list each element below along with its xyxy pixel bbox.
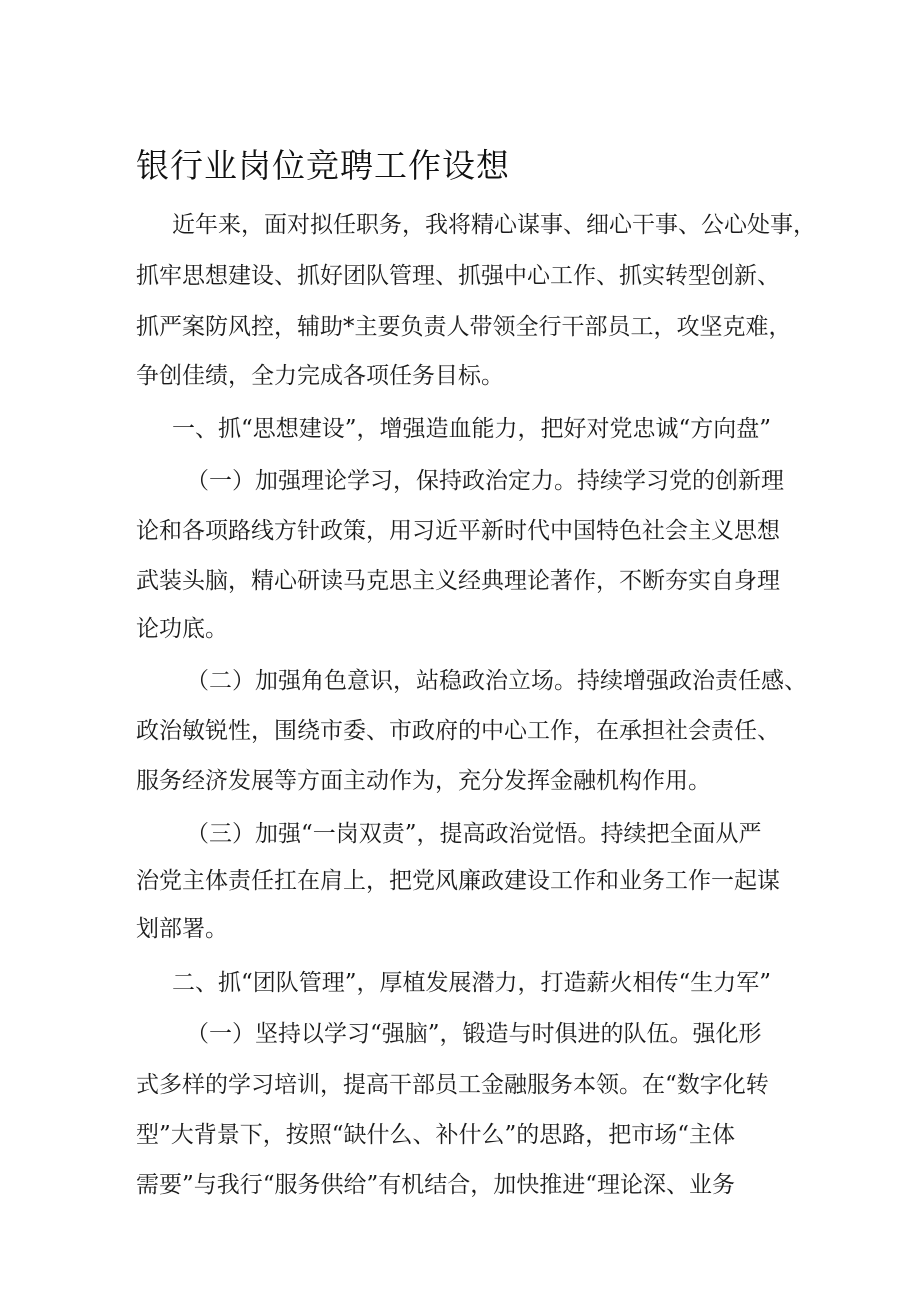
section-heading-1: 一、抓“思想建设”，增强造血能力，把好对党忠诚“方向盘” <box>172 416 772 442</box>
paragraph-line: 服务经济发展等方面主动作为，充分发挥金融机构作用。 <box>136 768 711 794</box>
paragraph-line: （三）加强“一岗双责”，提高政治觉悟。持续把全面从严 <box>186 821 762 847</box>
paragraph-line: 争创佳绩，全力完成各项任务目标。 <box>136 363 504 389</box>
paragraph-line: 治党主体责任扛在肩上，把党风廉政建设工作和业务工作一起谋 <box>136 868 780 894</box>
paragraph-line: 政治敏锐性，围绕市委、市政府的中心工作，在承担社会责任、 <box>136 718 780 744</box>
paragraph-line: 论功底。 <box>136 616 228 642</box>
paragraph-line: 近年来，面对拟任职务，我将精心谋事、细心干事、公心处事， <box>172 212 816 238</box>
paragraph-line: 划部署。 <box>136 916 228 942</box>
paragraph-line: （一）坚持以学习“强脑”，锻造与时俱进的队伍。强化形 <box>186 1021 762 1047</box>
section-heading-2: 二、抓“团队管理”，厚植发展潜力，打造薪火相传“生力军” <box>172 970 772 996</box>
paragraph-line: 论和各项路线方针政策，用习近平新时代中国特色社会主义思想 <box>136 518 780 544</box>
paragraph-line: 型”大背景下，按照“缺什么、补什么”的思路，把市场“主体 <box>136 1122 736 1148</box>
paragraph-line: （二）加强角色意识，站稳政治立场。持续增强政治责任感、 <box>186 668 807 694</box>
document-title: 银行业岗位竞聘工作设想 <box>136 146 510 185</box>
paragraph-line: 抓严案防风控，辅助*主要负责人带领全行干部员工，攻坚克难， <box>136 314 792 340</box>
paragraph-line: 抓牢思想建设、抓好团队管理、抓强中心工作、抓实转型创新、 <box>136 263 780 289</box>
paragraph-line: 武装头脑，精心研读马克思主义经典理论著作，不断夯实自身理 <box>136 568 780 594</box>
paragraph-line: 式多样的学习培训，提高干部员工金融服务本领。在“数字化转 <box>136 1072 769 1098</box>
paragraph-line: （一）加强理论学习，保持政治定力。持续学习党的创新理 <box>186 468 784 494</box>
paragraph-line: 需要”与我行“服务供给”有机结合，加快推进“理论深、业务 <box>136 1172 736 1198</box>
